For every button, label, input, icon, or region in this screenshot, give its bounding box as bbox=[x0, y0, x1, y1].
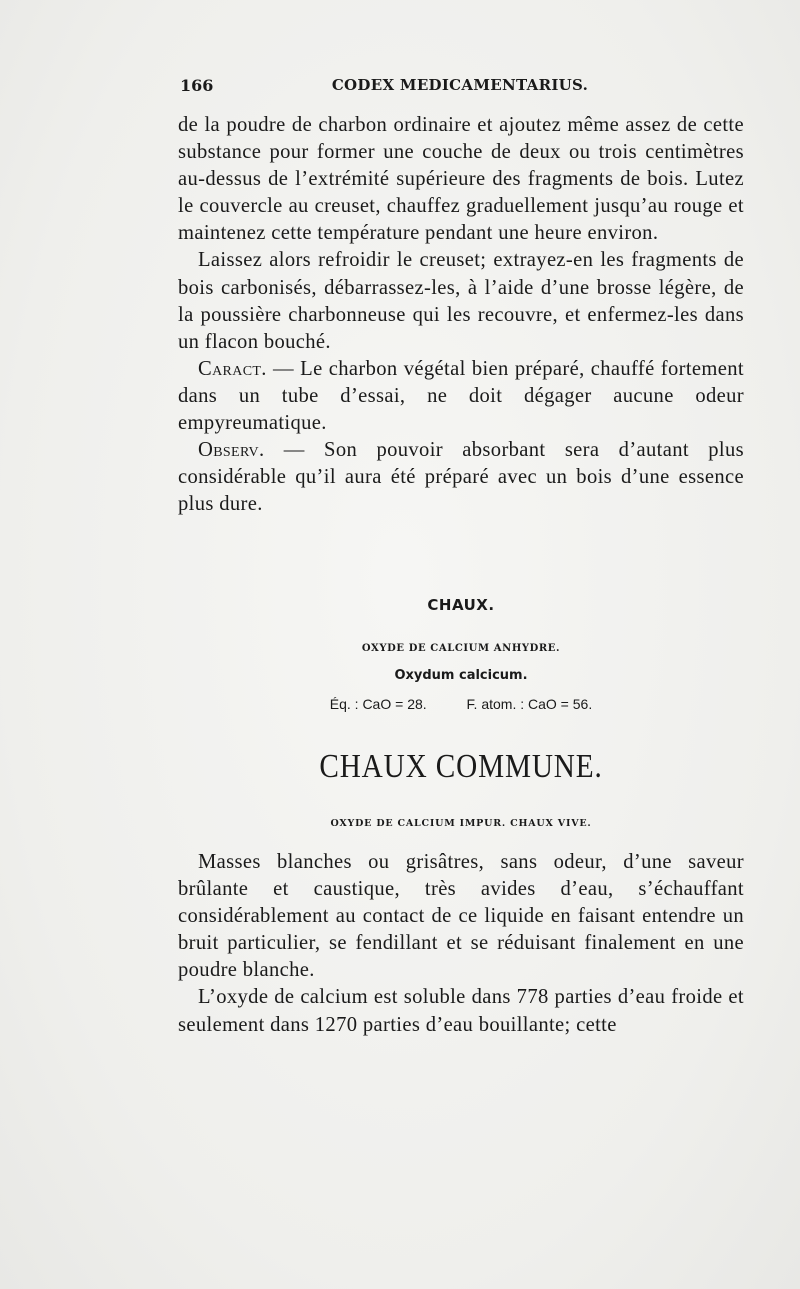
paragraph-observ bbox=[178, 437, 744, 518]
section-label-observ: Observ. bbox=[198, 439, 265, 462]
page-number: 166 bbox=[180, 76, 214, 95]
text-block-charbon bbox=[178, 112, 744, 518]
section-subtitle-chaux-commune: OXYDE DE CALCIUM IMPUR. CHAUX VIVE. bbox=[330, 818, 592, 829]
section-title-chaux-commune: CHAUX COMMUNE. bbox=[319, 748, 603, 785]
paragraph: Laissez alors refroidir le creuset; extrayez-en les fragments de bois carbonisés, débarrassez-les, à l’aide d’une brosse légère, de la poussière charbonneuse qui les recouvre, et enfermez-les dans un flacon bouché. bbox=[178, 249, 744, 353]
section-title-chaux: CHAUX. bbox=[427, 596, 495, 614]
section-label-caract: Caract. bbox=[198, 357, 267, 380]
atomic-formula: F. atom. : CaO = 56. bbox=[466, 696, 593, 712]
section-subtitle-chaux: OXYDE DE CALCIUM ANHYDRE. bbox=[361, 643, 561, 654]
formula-line bbox=[178, 696, 744, 712]
paragraph: L’oxyde de calcium est soluble dans 778 parties d’eau froide et seulement dans 1270 parties d’eau bouillante; cette bbox=[178, 986, 744, 1036]
equivalent-formula: Éq. : CaO = 28. bbox=[329, 696, 427, 712]
page-header bbox=[180, 76, 740, 100]
paragraph: Masses blanches ou grisâtres, sans odeur, d’une saveur brûlante et caustique, très avides d’eau, s’échauffant considérablement au contact de ce liquide en faisant entendre un bruit particulier, se fendillant et se réduisant finalement en une poudre blanche. bbox=[178, 851, 744, 982]
paragraph: de la poudre de charbon ordinaire et ajoutez même assez de cette substance pour former une couche de deux ou trois centimètres au-dessus de l’extrémité supérieure des fragments de bois. Lutez le couvercle au creuset, chauffez graduellement jusqu’au rouge et maintenez cette température pendant une heure environ. bbox=[178, 114, 744, 245]
paragraph-text: — Le charbon végétal bien préparé, chauffé fortement dans un tube d’essai, ne doit dégager aucune odeur empyreumatique. bbox=[178, 357, 744, 435]
latin-name: Oxydum calcicum. bbox=[394, 668, 528, 683]
text-block-chaux-commune bbox=[178, 849, 744, 1039]
paragraph-caract bbox=[178, 356, 744, 437]
running-title: CODEX MEDICAMENTARIUS. bbox=[331, 76, 589, 94]
paragraph-text: — Son pouvoir absorbant sera d’autant plus considérable qu’il aura été préparé avec un bois d’une essence plus dure. bbox=[178, 439, 744, 516]
